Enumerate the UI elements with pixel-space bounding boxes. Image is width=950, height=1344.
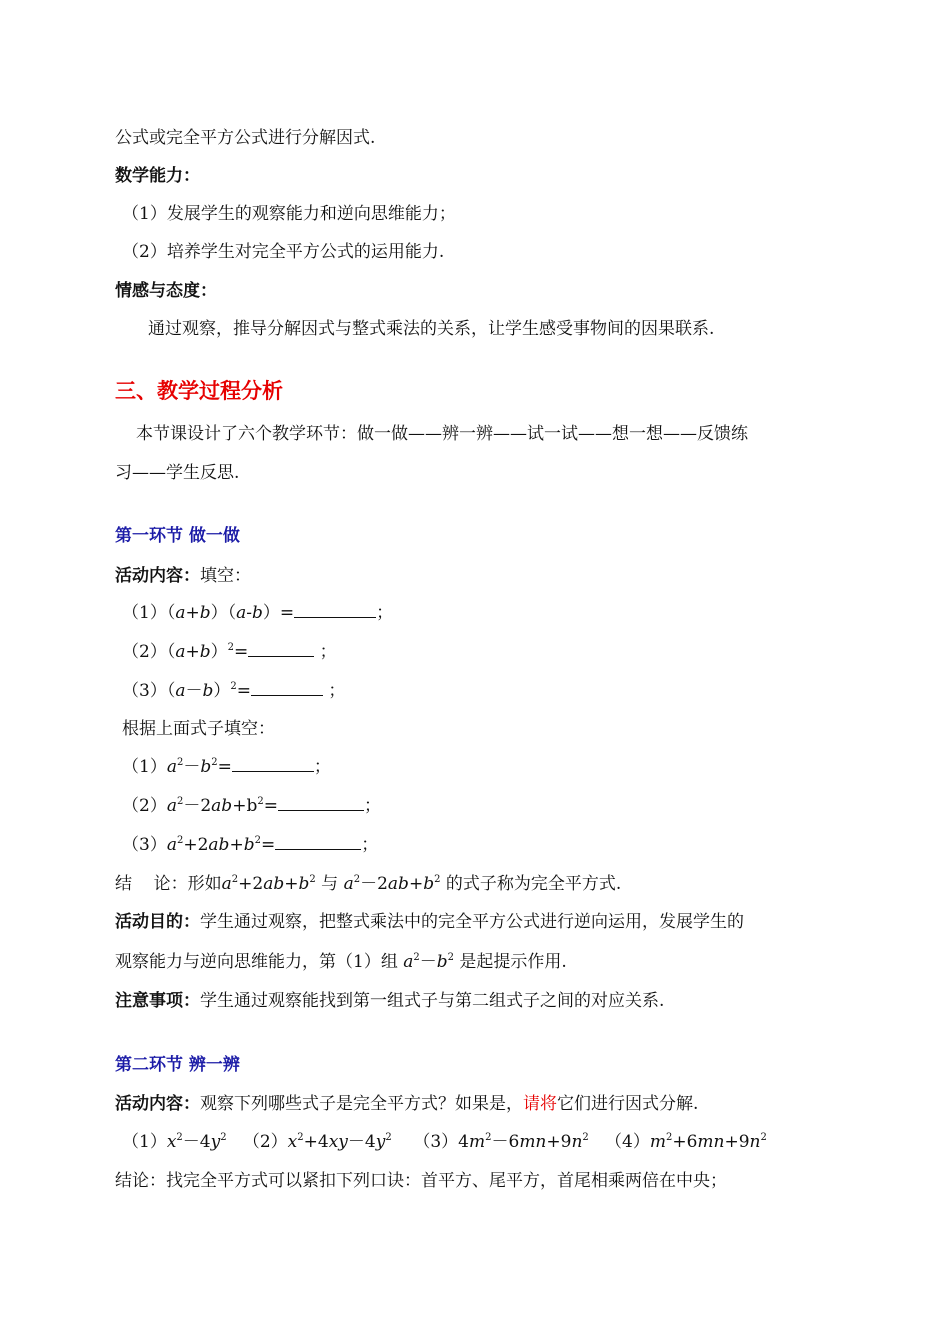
part-1-content: [115, 564, 251, 588]
answer-blank[interactable]: [248, 640, 314, 657]
expression-1-prefix: （1）: [122, 1132, 167, 1152]
part-1-content-text: 填空：: [200, 566, 251, 586]
part-2-expressions: $(1)x^2-4y^2$ $(2)x^2+4xy-4y^2$ $(3)4m^2-6mn+9n^2$ $(4)m^2+6mn+9n^2$: [122, 1132, 767, 1152]
part-2-title: 第二环节 辨一辨: [115, 1055, 240, 1075]
fill-question-3-prefix: （3）: [122, 681, 167, 701]
fill-question-1-prefix: （1）: [122, 603, 167, 623]
part-1-goal-line-1: [115, 910, 744, 934]
part-1-goal-label: 活动目的：: [115, 912, 200, 932]
part-1-goal-text-2a: 观察能力与逆向思维能力，第（1）组: [115, 952, 398, 972]
section-3-intro-line-2: 习——学生反思.: [115, 463, 240, 483]
fill-question-3: $(3)(a-b)^2=$ ；: [122, 681, 346, 701]
part-1-goal-text-2b: 是起提示作用.: [459, 952, 567, 972]
fill-question-4: $(1)a^2-b^2=$ ；: [122, 757, 331, 777]
math-ability-item-2: （2）培养学生对完全平方公式的运用能力.: [122, 242, 445, 262]
emotion-text: 通过观察，推导分解因式与整式乘法的关系，让学生感受事物间的因果联系.: [148, 319, 715, 339]
fill-question-6: $(3)a^2+2ab+b^2=$ ；: [122, 835, 379, 855]
part-1-content-label: 活动内容：: [115, 566, 200, 586]
expression-3-prefix: （3）: [413, 1132, 459, 1152]
section-3-title: 三、教学过程分析: [115, 379, 283, 403]
part-1-note-label: 注意事项：: [115, 991, 200, 1011]
part-1-conclusion-text-b: 的式子称为完全平方式.: [445, 874, 622, 894]
part-1-goal-line-2: 观察能力与逆向思维能力，第（1）组 $a^2-b^2$ 是起提示作用.: [115, 952, 567, 972]
fill-intro: 根据上面式子填空：: [122, 719, 275, 739]
math-ability-heading: 数学能力：: [115, 166, 200, 186]
fill-question-1: （1）（a+b）（a-b）= ；: [122, 603, 394, 623]
part-2-content-label: 活动内容：: [115, 1094, 200, 1114]
fill-question-6-prefix: （3）: [122, 835, 167, 855]
math-ability-item-1: （1）发展学生的观察能力和逆向思维能力；: [122, 204, 456, 224]
part-1-conclusion-text-mid: 与: [321, 874, 339, 894]
answer-blank[interactable]: [294, 601, 376, 618]
part-1-conclusion-label: 结 论：: [115, 874, 188, 894]
section-3-intro-line-1: 本节课设计了六个教学环节：做一做——辨一辨——试一试——想一想——反馈练: [136, 424, 748, 444]
emotion-heading: 情感与态度：: [115, 281, 217, 301]
part-1-note-text: 学生通过观察能找到第一组式子与第二组式子之间的对应关系.: [200, 991, 665, 1011]
part-2-content-text-red: 请将: [523, 1094, 557, 1114]
top-line: 公式或完全平方公式进行分解因式.: [115, 128, 376, 148]
part-2-content: [115, 1092, 698, 1116]
part-1-goal-text-1: 学生通过观察，把整式乘法中的完全平方公式进行逆向运用，发展学生的: [200, 912, 744, 932]
expression-4-prefix: （4）: [605, 1132, 650, 1152]
answer-blank[interactable]: [232, 755, 314, 772]
fill-question-2: $(2)(a+b)^2=$ ；: [122, 642, 337, 662]
part-2-conclusion: 结论：找完全平方式可以紧扣下列口诀：首平方、尾平方，首尾相乘两倍在中央；: [115, 1171, 727, 1191]
part-2-content-text-a: 观察下列哪些式子是完全平方式？如果是，: [200, 1094, 523, 1114]
answer-blank[interactable]: [251, 679, 323, 696]
expression-2-prefix: （2）: [242, 1132, 288, 1152]
part-2-content-text-b: 它们进行因式分解.: [557, 1094, 699, 1114]
answer-blank[interactable]: [275, 833, 361, 850]
part-1-conclusion: 结 论：形如$a^2+2ab+b^2$ 与 $a^2-2ab+b^2$ 的式子称为完全平方式.: [115, 874, 622, 894]
part-1-note: [115, 989, 664, 1013]
fill-question-2-prefix: （2）: [122, 642, 167, 662]
fill-question-4-prefix: （1）: [122, 757, 167, 777]
answer-blank[interactable]: [278, 794, 364, 811]
part-1-title: 第一环节 做一做: [115, 526, 240, 546]
fill-question-5-prefix: （2）: [122, 796, 167, 816]
fill-question-5: $(2)a^2-2ab+b^2=$ ；: [122, 796, 381, 816]
part-1-conclusion-text-a: 形如: [187, 874, 222, 894]
